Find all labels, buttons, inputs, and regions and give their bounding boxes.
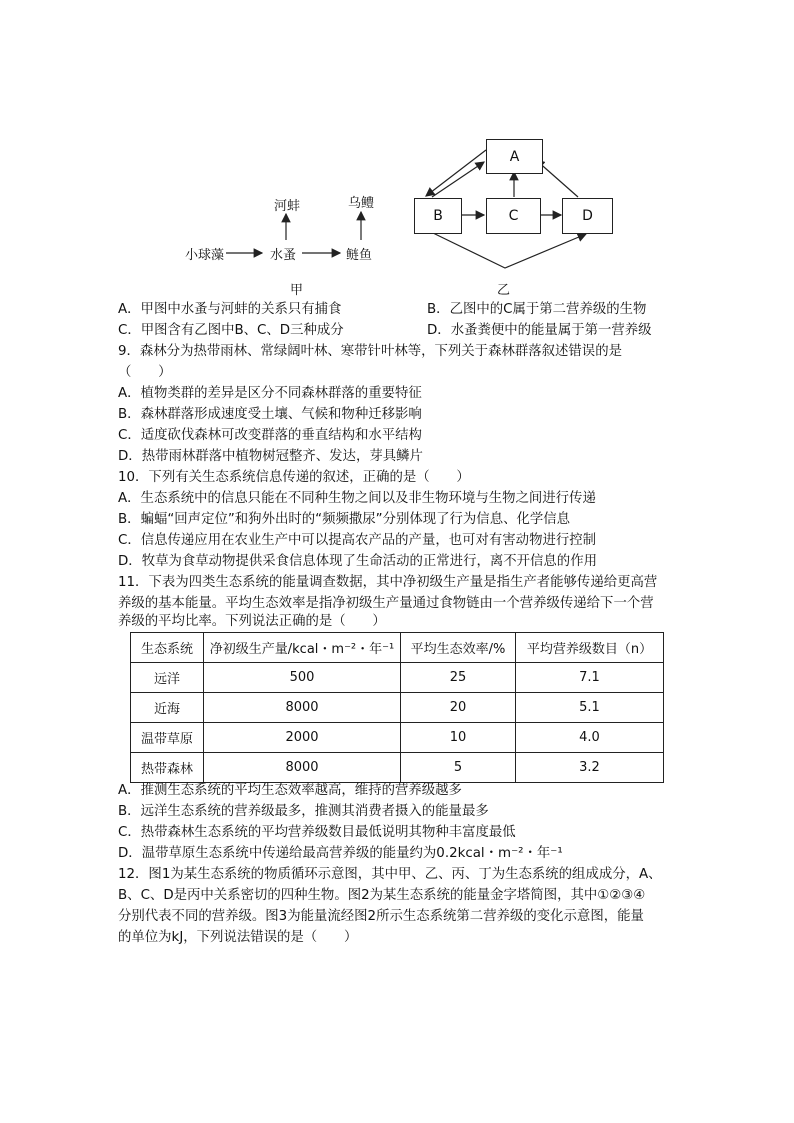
q9-paren: （ ）: [118, 365, 172, 380]
caption-jia: 甲: [290, 283, 304, 298]
table-row: [131, 723, 664, 753]
table-header: 净初级生产量/kcal・m⁻²・年⁻¹: [204, 633, 401, 663]
table-header: 平均生态效率/%: [401, 633, 516, 663]
table-cell: 2000: [204, 723, 401, 753]
table-row: [131, 753, 664, 783]
table-cell: 远洋: [131, 663, 204, 693]
node-silver-carp: 鲢鱼: [346, 248, 373, 263]
node-chlorella: 小球藻: [185, 248, 225, 263]
caption-yi: 乙: [497, 283, 511, 298]
q9-option-a: A．植物类群的差异是区分不同森林群落的重要特征: [118, 386, 422, 401]
q12-stem-line1: 12．图1为某生态系统的物质循环示意图，其中甲、乙、丙、丁为生态系统的组成成分，A、: [118, 867, 662, 882]
arrow-b-d-curve: [433, 233, 586, 268]
arrow-b-a: [432, 162, 484, 197]
q11-option-d: D．温带草原生态系统中传递给最高营养级的能量约为0.2kcal・m⁻²・年⁻¹: [118, 846, 563, 861]
node-d: D: [562, 198, 613, 234]
node-daphnia: 水蚤: [270, 248, 297, 263]
q11-stem-line3: 养级的平均比率。下列说法正确的是（ ）: [118, 614, 386, 629]
table-cell: 5: [401, 753, 516, 783]
arrow-a-b: [426, 150, 486, 196]
q8-option-a: A．甲图中水蚤与河蚌的关系只有捕食: [118, 302, 342, 317]
q10-option-c: C．信息传递应用在农业生产中可以提高农产品的产量，也可对有害动物进行控制: [118, 533, 597, 548]
table-cell: 10: [401, 723, 516, 753]
table-cell: 500: [204, 663, 401, 693]
q11-option-a: A．推测生态系统的平均生态效率越高，维持的营养级越多: [118, 783, 462, 798]
table-cell: 8000: [204, 693, 401, 723]
q12-stem-line4: 的单位为kJ，下列说法错误的是（ ）: [118, 930, 358, 945]
figure-arrows: [0, 0, 794, 320]
table-cell: 3.2: [516, 753, 664, 783]
table-cell: 5.1: [516, 693, 664, 723]
q9-option-b: B．森林群落形成速度受土壤、气候和物种迁移影响: [118, 407, 422, 422]
node-c: C: [486, 198, 541, 234]
q8-option-c: C．甲图含有乙图中B、C、D三种成分: [118, 323, 344, 338]
q8-option-d: D．水蚤粪便中的能量属于第一营养级: [427, 323, 652, 338]
node-mussel: 河蚌: [274, 199, 301, 214]
node-snakehead: 乌鳢: [348, 196, 375, 211]
q9-option-d: D．热带雨林群落中植物树冠整齐、发达，芽具鳞片: [118, 449, 423, 464]
q11-option-b: B．远洋生态系统的营养级最多，推测其消费者摄入的能量最多: [118, 804, 489, 819]
table-row: [131, 663, 664, 693]
q10-option-a: A．生态系统中的信息只能在不同种生物之间以及非生物环境与生物之间进行传递: [118, 491, 596, 506]
q11-option-c: C．热带森林生态系统的平均营养级数目最低说明其物种丰富度最低: [118, 825, 516, 840]
q11-stem-line1: 11．下表为四类生态系统的能量调查数据，其中净初级生产量是指生产者能够传递给更高营: [118, 575, 658, 590]
table-row: [131, 693, 664, 723]
table-header: 平均营养级数目（n）: [516, 633, 664, 663]
table-header-row: [131, 633, 664, 663]
q10-option-d: D．牧草为食草动物提供采食信息体现了生命活动的正常进行，离不开信息的作用: [118, 554, 597, 569]
table-cell: 25: [401, 663, 516, 693]
q9-stem: 9．森林分为热带雨林、常绿阔叶林、寒带针叶林等，下列关于森林群落叙述错误的是: [118, 344, 622, 359]
q10-option-b: B．蝙蝠“回声定位”和狗外出时的“频频撒尿”分别体现了行为信息、化学信息: [118, 512, 571, 527]
table-header: 生态系统: [131, 633, 204, 663]
table-cell: 温带草原: [131, 723, 204, 753]
q12-stem-line3: 分别代表不同的营养级。图3为能量流经图2所示生态系统第二营养级的变化示意图，能量: [118, 909, 644, 924]
q9-option-c: C．适度砍伐森林可改变群落的垂直结构和水平结构: [118, 428, 422, 443]
q12-stem-line2: B、C、D是丙中关系密切的四种生物。图2为某生态系统的能量金字塔简图，其中①②③④: [118, 888, 646, 903]
table-cell: 7.1: [516, 663, 664, 693]
node-b: B: [414, 198, 462, 234]
table-cell: 热带森林: [131, 753, 204, 783]
table-cell: 8000: [204, 753, 401, 783]
q8-option-b: B．乙图中的C属于第二营养级的生物: [427, 302, 647, 317]
node-a: A: [486, 139, 543, 174]
energy-table: [130, 632, 664, 783]
table-cell: 近海: [131, 693, 204, 723]
table-cell: 20: [401, 693, 516, 723]
q11-stem-line2: 养级的基本能量。平均生态效率是指净初级生产量通过食物链由一个营养级传递给下一个营: [118, 596, 654, 611]
table-cell: 4.0: [516, 723, 664, 753]
q10-stem: 10．下列有关生态系统信息传递的叙述，正确的是（ ）: [118, 470, 470, 485]
